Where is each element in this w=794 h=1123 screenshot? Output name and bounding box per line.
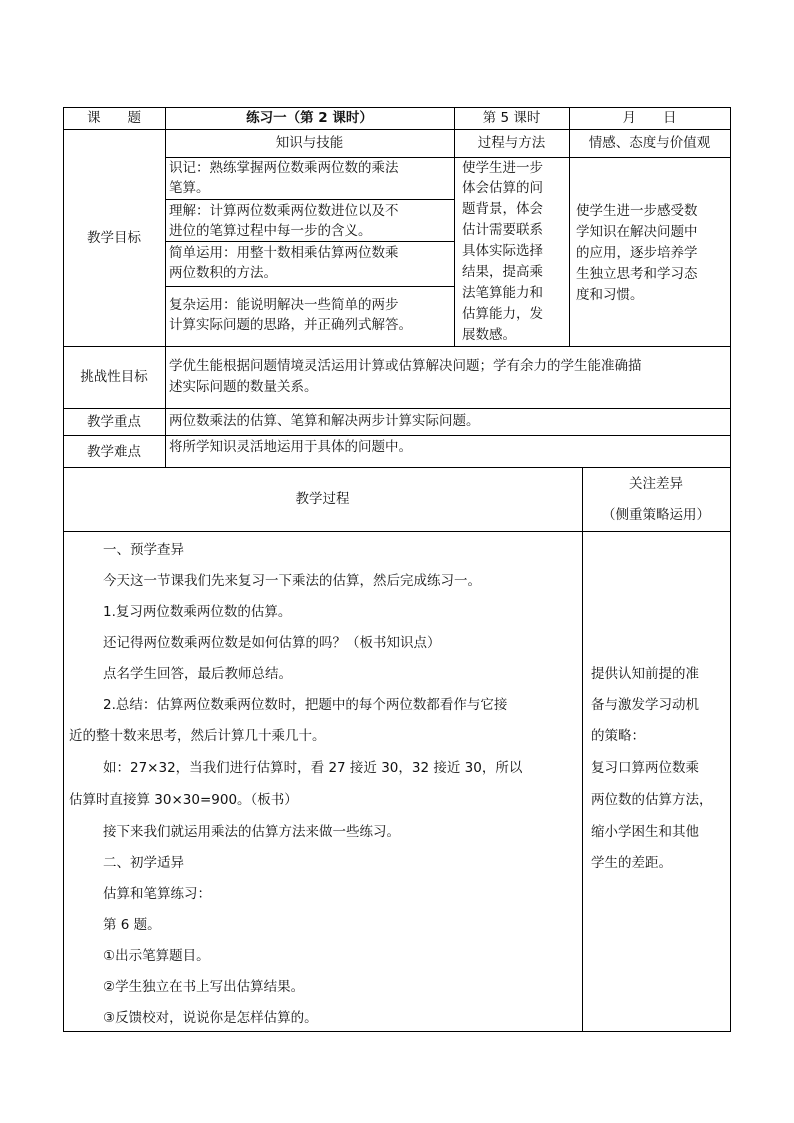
process-column-header: 过程与方法	[477, 135, 546, 151]
process-line: 近的整十数来思考，然后计算几十乘几十。	[69, 728, 326, 744]
objectives-label: 教学目标	[87, 230, 141, 246]
process-line: 点名学生回答，最后教师总结。	[103, 666, 292, 682]
table-rule	[63, 531, 731, 532]
process-line: 还记得两位数乘两位数是如何估算的吗？（板书知识点）	[103, 635, 441, 651]
table-rule	[730, 107, 731, 1032]
process-line: ③反馈校对，说说你是怎样估算的。	[103, 1010, 318, 1026]
date-label: 月 日	[622, 110, 677, 126]
process-goal-line: 估算能力，发	[462, 306, 543, 322]
emotion-goal-line: 的应用，逐步培养学	[576, 245, 698, 261]
process-goal-line: 使学生进一步	[462, 160, 543, 176]
table-rule	[63, 1031, 731, 1032]
strategy-line: 备与激发学习动机	[591, 697, 699, 713]
knowledge-recall-line: 笔算。	[169, 180, 210, 196]
strategy-line: 提供认知前提的准	[591, 666, 699, 682]
process-line: 今天这一节课我们先来复习一下乘法的估算，然后完成练习一。	[103, 573, 481, 589]
knowledge-complex-use-line: 复杂运用：能说明解决一些简单的两步	[169, 297, 399, 313]
difficulties-label: 教学难点	[87, 444, 141, 460]
process-line: 估算时直接算 30×30=900。（板书）	[69, 792, 298, 808]
process-goal-line: 体会估算的问	[462, 180, 543, 196]
topic-label: 课 题	[87, 110, 141, 126]
table-rule	[63, 467, 731, 468]
challenge-label: 挑战性目标	[80, 369, 148, 385]
strategy-line: 缩小学困生和其他	[591, 824, 699, 840]
process-line: ①出示笔算题目。	[103, 948, 210, 964]
knowledge-complex-use-line: 计算实际问题的思路，并正确列式解答。	[169, 317, 412, 333]
side-title: 关注差异	[629, 476, 683, 492]
table-rule	[582, 467, 583, 1032]
strategy-line: 复习口算两位数乘	[591, 760, 699, 776]
challenge-line: 述实际问题的数量关系。	[169, 379, 318, 395]
process-line: 估算和笔算练习：	[103, 886, 211, 902]
process-goal-line: 具体实际选择	[462, 243, 543, 259]
strategy-line: 的策略：	[591, 728, 645, 744]
strategy-line: 两位数的估算方法，	[591, 792, 713, 808]
table-rule	[63, 435, 731, 436]
knowledge-understand-line: 进位的笔算过程中每一步的含义。	[169, 223, 372, 239]
knowledge-simple-use-line: 两位数积的方法。	[169, 265, 277, 281]
emotion-column-header: 情感、态度与价值观	[588, 135, 711, 151]
process-goal-line: 估计需要联系	[462, 222, 543, 238]
strategy-line: 学生的差距。	[591, 855, 672, 871]
process-title: 教学过程	[295, 491, 350, 507]
process-line: 一、预学查异	[103, 542, 184, 558]
emotion-goal-line: 学知识在解决问题中	[576, 224, 698, 240]
emotion-goal-line: 生独立思考和学习态	[576, 266, 698, 282]
knowledge-recall-line: 识记：熟练掌握两位数乘两位数的乘法	[169, 160, 399, 176]
period-label: 第 5 课时	[482, 110, 541, 126]
table-rule	[165, 199, 454, 200]
process-line: 接下来我们就运用乘法的估算方法来做一些练习。	[103, 824, 400, 840]
process-goal-line: 结果，提高乘	[462, 264, 543, 280]
table-rule	[165, 241, 454, 242]
emotion-goal-line: 使学生进一步感受数	[576, 203, 698, 219]
process-goal-line: 题背景，体会	[462, 201, 543, 217]
topic-title: 练习一（第 2 课时）	[246, 110, 373, 126]
process-line: 第 6 题。	[103, 917, 161, 933]
process-line: ②学生独立在书上写出估算结果。	[103, 979, 305, 995]
process-line: 二、初学适异	[103, 855, 184, 871]
side-subtitle: （侧重策略运用）	[602, 507, 710, 523]
key-points-text: 两位数乘法的估算、笔算和解决两步计算实际问题。	[169, 413, 480, 429]
table-rule	[165, 107, 166, 468]
key-points-label: 教学重点	[87, 414, 141, 430]
process-line: 2.总结：估算两位数乘两位数时，把题中的每个两位数都看作与它接	[103, 697, 508, 713]
table-rule	[63, 129, 731, 130]
table-rule	[63, 408, 731, 409]
knowledge-understand-line: 理解：计算两位数乘两位数进位以及不	[169, 203, 399, 219]
process-goal-line: 展数感。	[462, 327, 516, 343]
challenge-line: 学优生能根据问题情境灵活运用计算或估算解决问题；学有余力的学生能准确描	[169, 358, 642, 374]
knowledge-column-header: 知识与技能	[275, 135, 344, 151]
process-goal-line: 法笔算能力和	[462, 285, 543, 301]
table-rule	[165, 286, 454, 287]
process-line: 如：27×32，当我们进行估算时，看 27 接近 30，32 接近 30，所以	[103, 760, 523, 776]
knowledge-simple-use-line: 简单运用：用整十数相乘估算两位数乘	[169, 245, 399, 261]
emotion-goal-line: 度和习惯。	[576, 287, 644, 303]
difficulties-text: 将所学知识灵活地运用于具体的问题中。	[169, 439, 412, 455]
process-line: 1.复习两位数乘两位数的估算。	[103, 604, 292, 620]
table-rule	[63, 346, 731, 347]
